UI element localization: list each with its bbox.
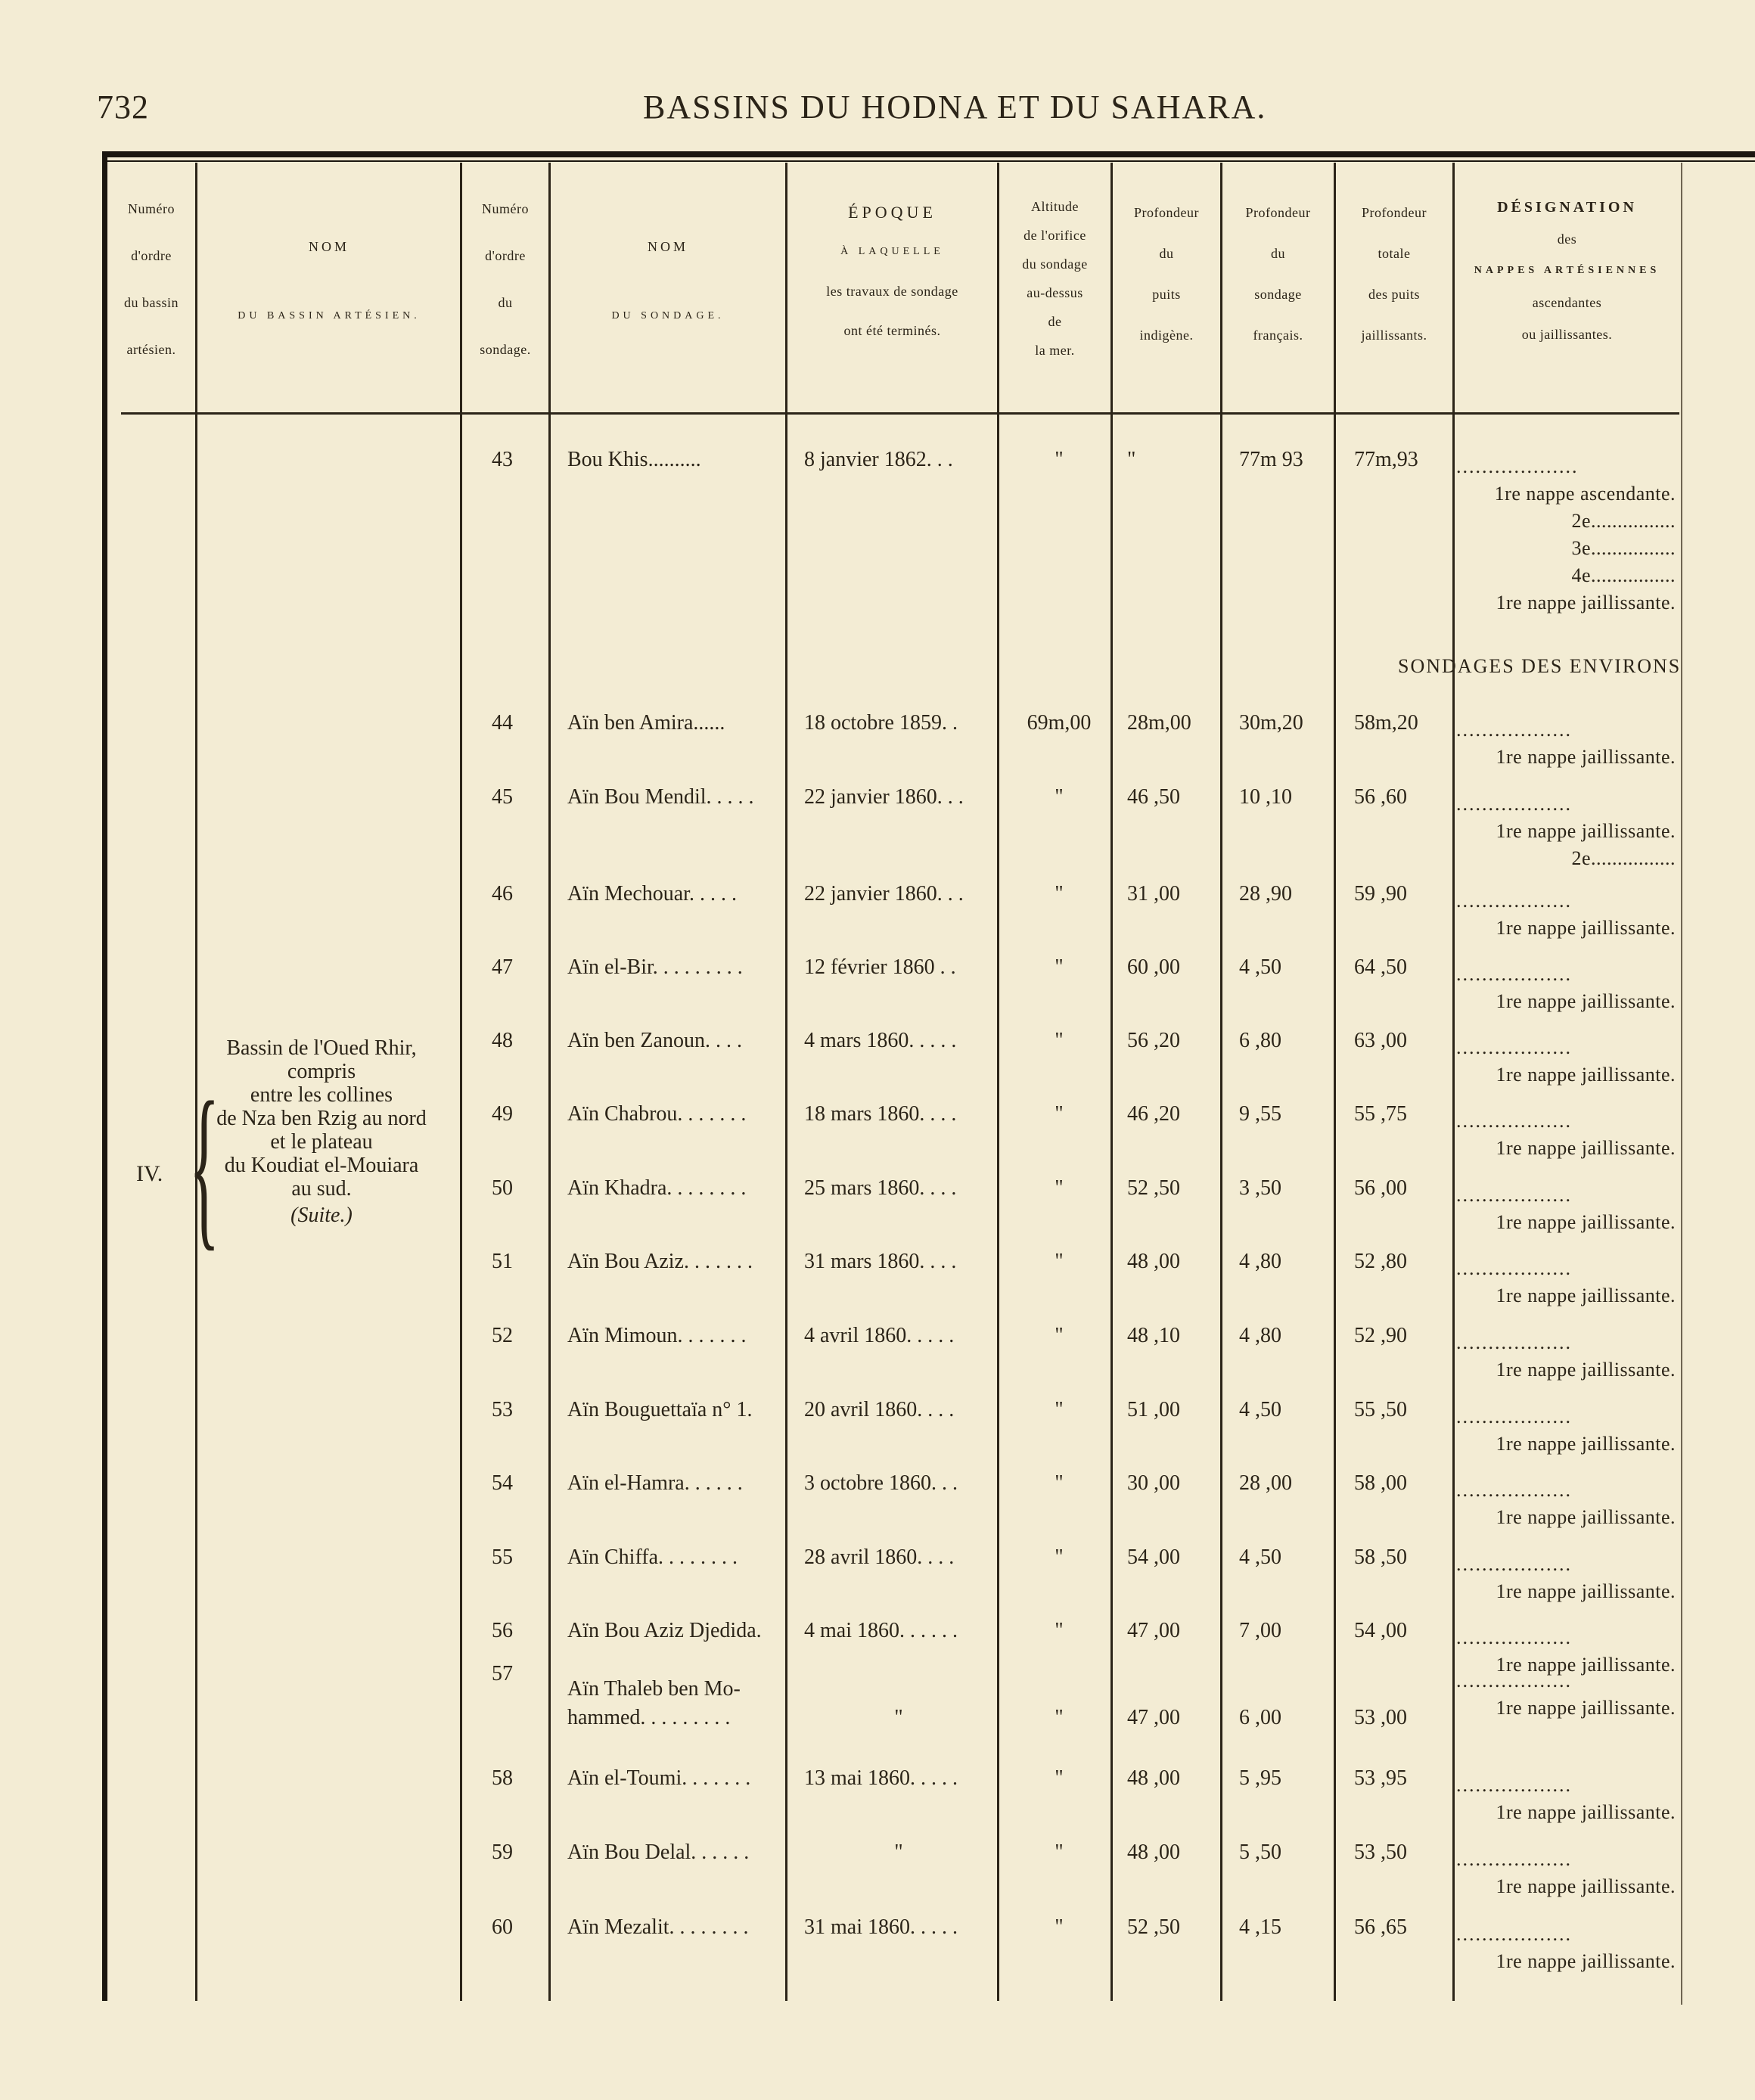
col-separator	[548, 163, 551, 2001]
col-separator	[785, 163, 787, 2001]
row-prof-sondage: 28 ,00	[1239, 1471, 1292, 1495]
row-nappe: ..................	[1456, 1774, 1572, 1796]
row-nappe: 4e................	[1571, 564, 1676, 586]
row-nappe: ...................	[1456, 455, 1579, 477]
row-nappe: 1re nappe jaillissante.	[1496, 1801, 1676, 1823]
row-number: 55	[492, 1545, 513, 1569]
row-number: 43	[492, 448, 513, 471]
row-nappe: ..................	[1456, 1110, 1572, 1132]
colhead-prof-puits: Profondeur du puits indigène.	[1134, 205, 1199, 343]
row-prof-puits: 52 ,50	[1127, 1915, 1180, 1939]
left-border	[102, 151, 107, 2001]
row-prof-sondage: 4 ,50	[1239, 1398, 1281, 1421]
row-number: 56	[492, 1619, 513, 1642]
row-prof-totale: 54 ,00	[1354, 1619, 1407, 1642]
row-altitude: "	[1055, 1471, 1064, 1495]
row-nappe: ..................	[1456, 1184, 1572, 1206]
row-nappe: ..................	[1456, 1923, 1572, 1945]
row-nappe: 1re nappe jaillissante.	[1496, 1580, 1676, 1602]
row-prof-totale: 55 ,75	[1354, 1102, 1407, 1126]
col-separator	[997, 163, 999, 2001]
row-number: 45	[492, 785, 513, 809]
row-altitude: "	[1055, 1176, 1064, 1200]
row-prof-puits: 28m,00	[1127, 711, 1191, 735]
row-nappe: 1re nappe jaillissante.	[1496, 1875, 1676, 1897]
row-prof-puits: 47 ,00	[1127, 1619, 1180, 1642]
row-altitude: "	[1055, 448, 1064, 471]
row-prof-puits: 46 ,50	[1127, 785, 1180, 809]
col-separator	[1334, 163, 1336, 2001]
row-nappe: 1re nappe jaillissante.	[1496, 1137, 1676, 1159]
row-date: 25 mars 1860. . . .	[804, 1176, 957, 1200]
row-prof-sondage: 4 ,15	[1239, 1915, 1281, 1939]
row-date: 22 janvier 1860. . .	[804, 785, 964, 809]
row-name: Aïn el-Hamra. . . . . .	[567, 1471, 743, 1495]
row-altitude: "	[1055, 1250, 1064, 1273]
col-separator	[1452, 163, 1455, 2001]
row-date: 3 octobre 1860. . .	[804, 1471, 958, 1495]
colhead-prof-totale: Profondeur totale des puits jaillissants.	[1361, 205, 1427, 343]
row-prof-puits: 48 ,10	[1127, 1324, 1180, 1347]
row-prof-totale: 55 ,50	[1354, 1398, 1407, 1421]
row-date: "	[894, 1706, 903, 1729]
row-date: 18 mars 1860. . . .	[804, 1102, 957, 1126]
row-name: Aïn Khadra. . . . . . . .	[567, 1176, 747, 1200]
row-name: Aïn Bou Aziz Djedida.	[567, 1619, 762, 1642]
row-nappe: 1re nappe jaillissante.	[1496, 1285, 1676, 1306]
row-number: 48	[492, 1029, 513, 1052]
colhead-epoque: ÉPOQUE À LAQUELLE les travaux de sondage ont été terminés.	[826, 203, 958, 338]
row-prof-sondage: 6 ,00	[1239, 1706, 1281, 1729]
row-nappe: ..................	[1456, 1406, 1572, 1427]
row-number: 49	[492, 1102, 513, 1126]
row-altitude: "	[1055, 785, 1064, 809]
row-number: 54	[492, 1471, 513, 1495]
row-date: 20 avril 1860. . . .	[804, 1398, 955, 1421]
row-date: 8 janvier 1862. . .	[804, 448, 953, 471]
row-prof-totale: 53 ,50	[1354, 1841, 1407, 1864]
row-altitude: "	[1055, 1706, 1064, 1729]
row-name: Aïn Thaleb ben Mo-	[567, 1677, 741, 1701]
row-nappe: ..................	[1456, 1257, 1572, 1279]
row-altitude: "	[1055, 1102, 1064, 1126]
row-prof-puits: 54 ,00	[1127, 1545, 1180, 1569]
row-nappe: ..................	[1456, 793, 1572, 815]
row-nappe: ..................	[1456, 719, 1572, 741]
row-number: 53	[492, 1398, 513, 1421]
row-number: 59	[492, 1841, 513, 1864]
page-number: 732	[97, 89, 149, 126]
row-altitude: "	[1055, 1029, 1064, 1052]
row-nappe: ..................	[1456, 1670, 1572, 1691]
row-date: 31 mars 1860. . . .	[804, 1250, 957, 1273]
row-prof-totale: 53 ,00	[1354, 1706, 1407, 1729]
row-altitude: "	[1055, 1398, 1064, 1421]
basin-description: Bassin de l'Oued Rhir, compris entre les collines de Nza ben Rzig au nord et le plateau du Koudiat el-Mouiara au sud. (Suite.)	[216, 1036, 427, 1227]
row-prof-totale: 58 ,00	[1354, 1471, 1407, 1495]
row-prof-puits: 30 ,00	[1127, 1471, 1180, 1495]
colhead-altitude: Altitude de l'orifice du sondage au-dessus de la mer.	[1022, 199, 1088, 358]
header-rule	[121, 412, 1679, 415]
row-altitude: "	[1055, 1766, 1064, 1790]
row-name: Aïn Mezalit. . . . . . . .	[567, 1915, 749, 1939]
row-prof-puits: 48 ,00	[1127, 1250, 1180, 1273]
row-name: Aïn ben Zanoun. . . .	[567, 1029, 742, 1052]
row-nappe: 1re nappe jaillissante.	[1496, 1654, 1676, 1676]
page-title: BASSINS DU HODNA ET DU SAHARA.	[643, 89, 1267, 126]
row-number: 47	[492, 955, 513, 979]
row-prof-sondage: 6 ,80	[1239, 1029, 1281, 1052]
row-prof-puits: 48 ,00	[1127, 1766, 1180, 1790]
colhead-num-bassin: Numéro d'ordre du bassin artésien.	[124, 201, 179, 357]
row-prof-totale: 52 ,90	[1354, 1324, 1407, 1347]
colhead-designation: DÉSIGNATION des NAPPES ARTÉSIENNES ascendantes ou jaillissantes.	[1474, 199, 1660, 342]
section-title: SONDAGES DES ENVIRONS	[1398, 655, 1682, 677]
row-altitude: 69m,00	[1027, 711, 1092, 735]
row-nappe: ..................	[1456, 1553, 1572, 1575]
row-number: 57	[492, 1662, 513, 1685]
row-number: 50	[492, 1176, 513, 1200]
top-rule	[102, 151, 1755, 157]
col-separator	[460, 163, 462, 2001]
row-nappe: ..................	[1456, 1479, 1572, 1501]
row-altitude: "	[1055, 1915, 1064, 1939]
row-prof-sondage: 28 ,90	[1239, 882, 1292, 906]
row-number: 46	[492, 882, 513, 906]
row-prof-puits: 56 ,20	[1127, 1029, 1180, 1052]
row-name: Aïn Mechouar. . . . .	[567, 882, 737, 906]
row-prof-sondage: 4 ,80	[1239, 1324, 1281, 1347]
row-name: Aïn Bou Mendil. . . . .	[567, 785, 754, 809]
row-nappe: 1re nappe jaillissante.	[1496, 1950, 1676, 1972]
row-name: Aïn Bou Aziz. . . . . . .	[567, 1250, 753, 1273]
row-prof-sondage: 4 ,80	[1239, 1250, 1281, 1273]
row-nappe: 1re nappe jaillissante.	[1496, 1433, 1676, 1455]
row-nappe: 1re nappe jaillissante.	[1496, 917, 1676, 939]
row-prof-totale: 58m,20	[1354, 711, 1418, 735]
colhead-prof-sondage: Profondeur du sondage français.	[1245, 205, 1311, 343]
row-nappe: 2e................	[1571, 847, 1676, 869]
row-nappe: 2e................	[1571, 510, 1676, 532]
row-date: 13 mai 1860. . . . .	[804, 1766, 958, 1790]
row-number: 60	[492, 1915, 513, 1939]
row-name: Aïn el-Toumi. . . . . . .	[567, 1766, 751, 1790]
row-date: 18 octobre 1859. .	[804, 711, 958, 735]
row-nappe: 1re nappe jaillissante.	[1496, 990, 1676, 1012]
row-nappe: 1re nappe jaillissante.	[1496, 1359, 1676, 1381]
row-prof-sondage: 5 ,50	[1239, 1841, 1281, 1864]
row-prof-totale: 64 ,50	[1354, 955, 1407, 979]
row-altitude: "	[1055, 1841, 1064, 1864]
row-nappe: 1re nappe jaillissante.	[1496, 820, 1676, 842]
row-date: 4 avril 1860. . . . .	[804, 1324, 955, 1347]
right-border	[1681, 163, 1682, 2005]
row-prof-puits: 52 ,50	[1127, 1176, 1180, 1200]
row-prof-puits: 51 ,00	[1127, 1398, 1180, 1421]
row-prof-totale: 56 ,65	[1354, 1915, 1407, 1939]
row-prof-sondage: 30m,20	[1239, 711, 1303, 735]
row-date: 28 avril 1860. . . .	[804, 1545, 955, 1569]
row-nappe: ..................	[1456, 1331, 1572, 1353]
row-prof-sondage: 7 ,00	[1239, 1619, 1281, 1642]
row-nappe: 1re nappe ascendante.	[1494, 483, 1676, 505]
row-nappe: 1re nappe jaillissante.	[1496, 746, 1676, 768]
row-name: Bou Khis..........	[567, 448, 701, 471]
row-nappe: 1re nappe jaillissante.	[1496, 1506, 1676, 1528]
row-nappe: 1re nappe jaillissante.	[1496, 1697, 1676, 1719]
row-prof-sondage: 4 ,50	[1239, 955, 1281, 979]
row-altitude: "	[1055, 882, 1064, 906]
row-date: 4 mars 1860. . . . .	[804, 1029, 957, 1052]
row-prof-totale: 53 ,95	[1354, 1766, 1407, 1790]
row-nappe: 1re nappe jaillissante.	[1496, 1064, 1676, 1086]
row-name: Aïn el-Bir. . . . . . . . .	[567, 955, 743, 979]
row-altitude: "	[1055, 1545, 1064, 1569]
row-altitude: "	[1055, 955, 1064, 979]
row-date: 31 mai 1860. . . . .	[804, 1915, 958, 1939]
row-number: 58	[492, 1766, 513, 1790]
row-nappe: 1re nappe jaillissante.	[1496, 592, 1676, 614]
row-date: 4 mai 1860. . . . . .	[804, 1619, 958, 1642]
row-nappe: ..................	[1456, 1626, 1572, 1648]
row-altitude: "	[1055, 1619, 1064, 1642]
row-prof-sondage: 10 ,10	[1239, 785, 1292, 809]
row-altitude: "	[1055, 1324, 1064, 1347]
row-number: 44	[492, 711, 513, 735]
row-nappe: ..................	[1456, 1848, 1572, 1870]
row-prof-sondage: 3 ,50	[1239, 1176, 1281, 1200]
row-name: Aïn Chabrou. . . . . . .	[567, 1102, 747, 1126]
row-prof-puits: 48 ,00	[1127, 1841, 1180, 1864]
col-separator	[1220, 163, 1222, 2001]
row-number: 51	[492, 1250, 513, 1273]
row-prof-puits: 31 ,00	[1127, 882, 1180, 906]
row-name: hammed. . . . . . . . .	[567, 1706, 731, 1729]
row-prof-totale: 77m,93	[1354, 448, 1418, 471]
row-number: 52	[492, 1324, 513, 1347]
row-name: Aïn Bouguettaïa n° 1.	[567, 1398, 753, 1421]
row-prof-puits: 60 ,00	[1127, 955, 1180, 979]
row-nappe: ..................	[1456, 890, 1572, 912]
row-prof-sondage: 77m 93	[1239, 448, 1303, 471]
row-prof-totale: 56 ,60	[1354, 785, 1407, 809]
row-prof-totale: 63 ,00	[1354, 1029, 1407, 1052]
row-date: 22 janvier 1860. . .	[804, 882, 964, 906]
row-name: Aïn Chiffa. . . . . . . .	[567, 1545, 738, 1569]
row-prof-sondage: 4 ,50	[1239, 1545, 1281, 1569]
col-separator	[1110, 163, 1113, 2001]
row-prof-puits: 47 ,00	[1127, 1706, 1180, 1729]
row-name: Aïn Mimoun. . . . . . .	[567, 1324, 747, 1347]
row-name: Aïn Bou Delal. . . . . .	[567, 1841, 750, 1864]
row-nappe: 3e................	[1571, 537, 1676, 559]
row-date: 12 février 1860 . .	[804, 955, 956, 979]
colhead-nom-sondage: NOM DU SONDAGE.	[611, 239, 725, 322]
top-rule-thin	[102, 160, 1755, 162]
row-nappe: ..................	[1456, 1036, 1572, 1058]
row-nappe: ..................	[1456, 963, 1572, 985]
colhead-nom-bassin: NOM DU BASSIN ARTÉSIEN.	[238, 239, 421, 322]
row-prof-totale: 58 ,50	[1354, 1545, 1407, 1569]
row-prof-puits: "	[1127, 448, 1136, 471]
colhead-num-sondage: Numéro d'ordre du sondage.	[480, 201, 531, 357]
row-nappe: 1re nappe jaillissante.	[1496, 1211, 1676, 1233]
basin-number: IV.	[136, 1161, 163, 1186]
row-name: Aïn ben Amira......	[567, 711, 725, 735]
row-prof-sondage: 9 ,55	[1239, 1102, 1281, 1126]
row-prof-totale: 56 ,00	[1354, 1176, 1407, 1200]
row-prof-totale: 59 ,90	[1354, 882, 1407, 906]
row-prof-sondage: 5 ,95	[1239, 1766, 1281, 1790]
row-prof-puits: 46 ,20	[1127, 1102, 1180, 1126]
row-date: "	[894, 1841, 903, 1864]
row-prof-totale: 52 ,80	[1354, 1250, 1407, 1273]
brace: {	[189, 1064, 220, 1266]
